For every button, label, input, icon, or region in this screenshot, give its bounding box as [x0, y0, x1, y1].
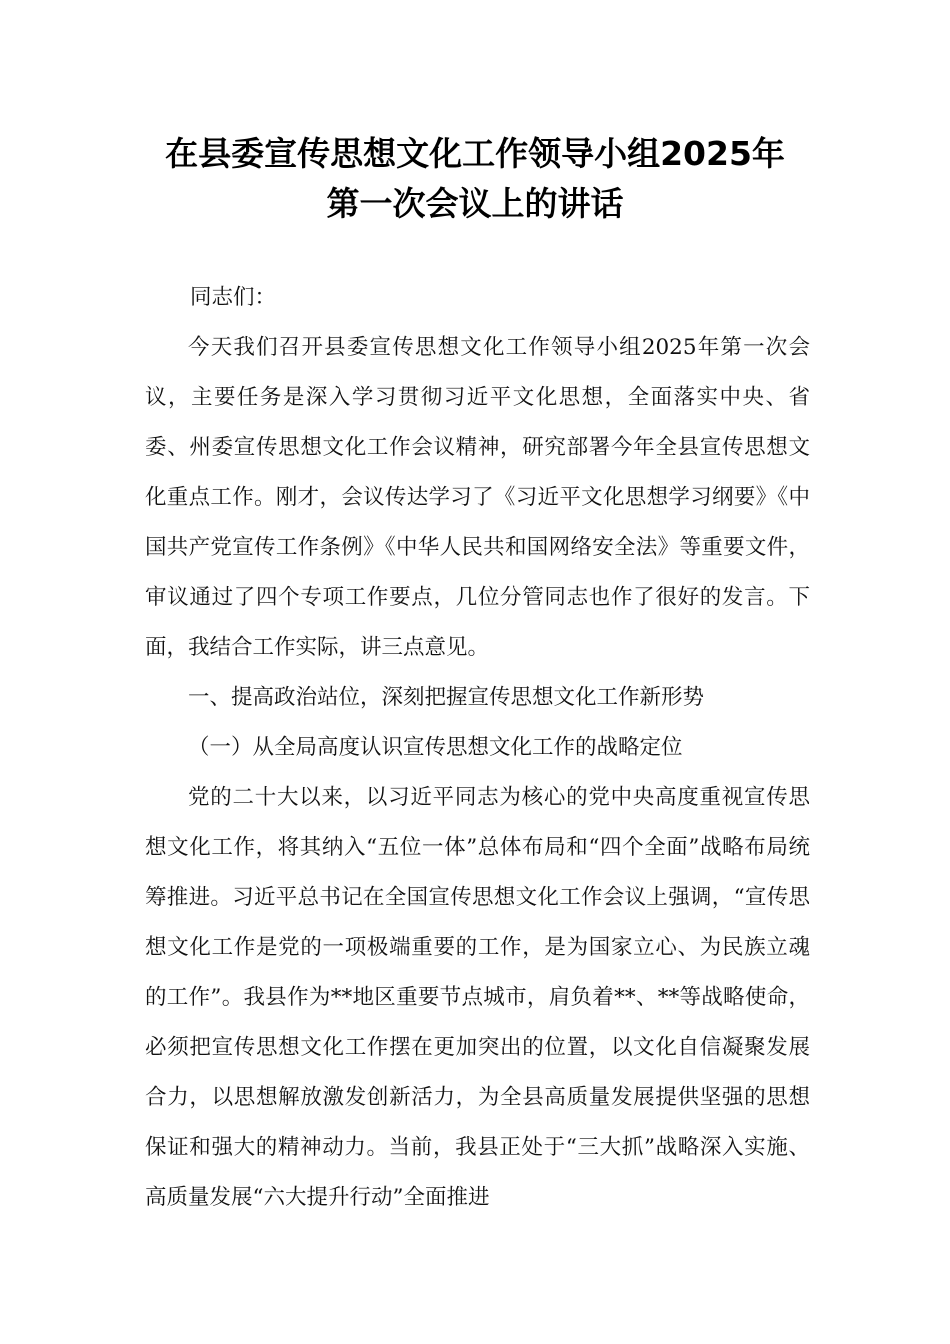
document-title-line-1: 在县委宣传思想文化工作领导小组2025年	[165, 134, 785, 173]
document-title-line-2: 第一次会议上的讲话	[326, 184, 624, 223]
salutation: 同志们：	[190, 285, 277, 310]
subsection-heading-1: （一）从全局高度认识宣传思想文化工作的战略定位	[188, 735, 683, 760]
paragraph-intro: 今天我们召开县委宣传思想文化工作领导小组2025年第一次会议，主要任务是深入学习贯彻习近平文化思想，全面落实中央、省委、州委宣传思想文化工作会议精神，研究部署今年全县宣传思想文化重点工作。刚才，会议传达学习了《习近平文化思想学习纲要》《中国共产党宣传工作条例》《中华人民共和国网络安全法》等重要文件，审议通过了四个专项工作要点，几位分管同志也作了很好的发言。下面，我结合工作实际，讲三点意见。	[145, 335, 810, 660]
document-body	[145, 273, 810, 1223]
section-heading-1: 一、提高政治站位，深刻把握宣传思想文化工作新形势	[188, 685, 705, 710]
paragraph-section-1: 党的二十大以来，以习近平同志为核心的党中央高度重视宣传思想文化工作，将其纳入“五位一体”总体布局和“四个全面”战略布局统筹推进。习近平总书记在全国宣传思想文化工作会议上强调，“宣传思想文化工作是党的一项极端重要的工作，是为国家立心、为民族立魂的工作”。我县作为**地区重要节点城市，肩负着**、**等战略使命，必须把宣传思想文化工作摆在更加突出的位置，以文化自信凝聚发展合力，以思想解放激发创新活力，为全县高质量发展提供坚强的思想保证和强大的精神动力。当前，我县正处于“三大抓”战略深入实施、高质量发展“六大提升行动”全面推进	[145, 785, 810, 1210]
